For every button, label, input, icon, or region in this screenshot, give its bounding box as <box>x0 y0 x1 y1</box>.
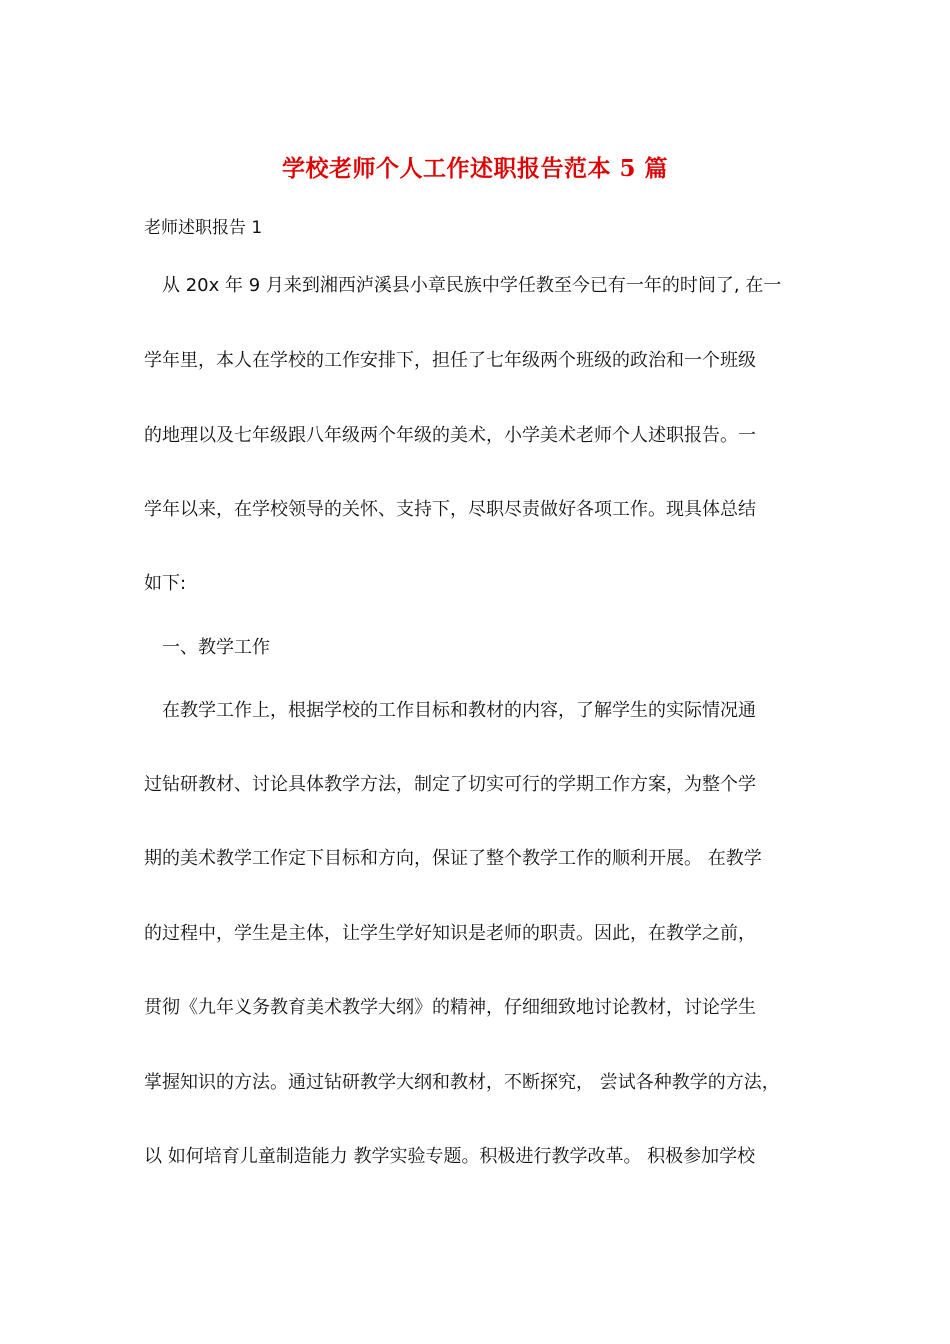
body-line: 学年以来，在学校领导的关怀、支持下，尽职尽责做好各项工作。现具体总结 <box>144 499 756 520</box>
body-line: 从 20x 年 9 月来到湘西泸溪县小章民族中学任教至今已有一年的时间了, 在一 <box>144 275 782 296</box>
body-line: 在教学工作上，根据学校的工作目标和教材的内容，了解学生的实际情况通 <box>144 700 756 721</box>
body-line: 贯彻《九年义务教育美术教学大纲》的精神，仔细细致地讨论教材，讨论学生 <box>144 997 756 1018</box>
body-line: 以 如何培育儿童制造能力 教学实验专题。积极进行教学改革。 积极参加学校 <box>144 1146 756 1167</box>
body-line: 如下: <box>144 573 187 594</box>
body-line: 期的美术教学工作定下目标和方向，保证了整个教学工作的顺利开展。 在教学 <box>144 848 762 869</box>
body-line: 的过程中，学生是主体，让学生学好知识是老师的职责。因此，在教学之前， <box>144 923 756 944</box>
body-line: 掌握知识的方法。通过钻研教学大纲和教材，不断探究， 尝试各种教学的方法， <box>144 1072 780 1093</box>
section-subtitle: 老师述职报告 1 <box>144 218 263 238</box>
body-line: 学年里，本人在学校的工作安排下，担任了七年级两个班级的政治和一个班级 <box>144 350 756 371</box>
section-heading: 一、教学工作 <box>144 637 270 658</box>
document-title: 学校老师个人工作述职报告范本 5 篇 <box>281 155 669 182</box>
body-line: 过钻研教材、讨论具体教学方法，制定了切实可行的学期工作方案，为整个学 <box>144 774 756 795</box>
body-line: 的地理以及七年级跟八年级两个年级的美术，小学美术老师个人述职报告。一 <box>144 425 756 446</box>
